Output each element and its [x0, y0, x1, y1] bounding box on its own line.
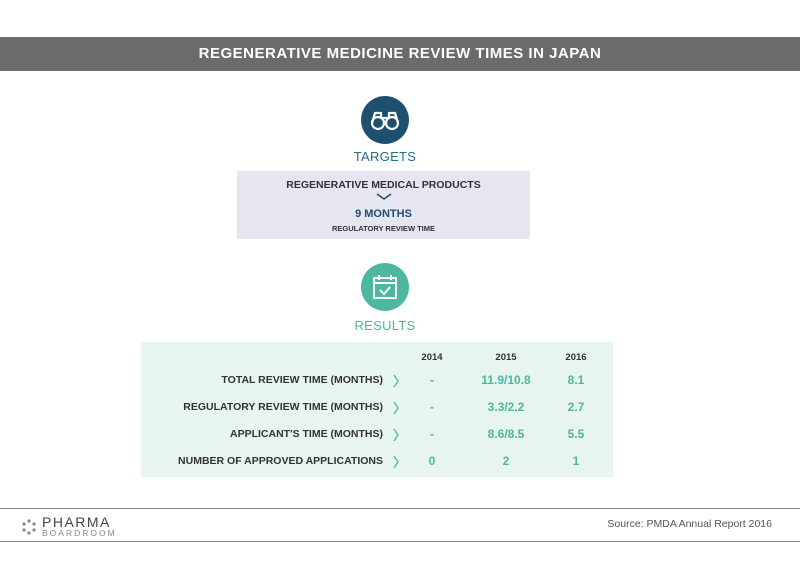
target-subtitle: REGULATORY REVIEW TIME: [331, 224, 436, 233]
year-header: 2014: [421, 352, 443, 363]
targets-box: [237, 171, 530, 239]
cell-value: -: [430, 427, 434, 441]
chevron-down-icon: [376, 193, 392, 201]
target-product: REGENERATIVE MEDICAL PRODUCTS: [286, 179, 481, 191]
year-header: 2016: [565, 352, 587, 363]
cell-value: 3.3/2.2: [487, 400, 525, 414]
logo-mark-icon: [20, 518, 38, 536]
targets-label: TARGETS: [353, 149, 417, 164]
row-label: TOTAL REVIEW TIME (MONTHS): [221, 374, 383, 386]
cell-value: 8.1: [567, 373, 585, 387]
table-row: [141, 372, 613, 390]
target-months: 9 MONTHS: [355, 208, 412, 220]
table-row: [141, 426, 613, 444]
divider: [0, 508, 800, 509]
cell-value: 0: [428, 454, 436, 468]
cell-value: 5.5: [567, 427, 585, 441]
cell-value: -: [430, 400, 434, 414]
calendar-check-icon: [361, 263, 409, 311]
cell-value: 2: [502, 454, 510, 468]
row-label: REGULATORY REVIEW TIME (MONTHS): [183, 401, 383, 413]
cell-value: 11.9/10.8: [481, 373, 531, 387]
results-label: RESULTS: [354, 318, 416, 333]
page-title: REGENERATIVE MEDICINE REVIEW TIMES IN JAPAN: [0, 37, 800, 71]
results-table: [141, 342, 613, 477]
table-row: [141, 453, 613, 471]
cell-value: 2.7: [567, 400, 585, 414]
cell-value: 1: [572, 454, 580, 468]
row-label: NUMBER OF APPROVED APPLICATIONS: [178, 455, 383, 467]
source-note: Source: PMDA Annual Report 2016: [607, 518, 772, 530]
row-label: APPLICANT'S TIME (MONTHS): [230, 428, 383, 440]
logo-text: PHARMA: [42, 514, 111, 530]
table-row: [141, 399, 613, 417]
year-header: 2015: [495, 352, 517, 363]
divider: [0, 541, 800, 542]
binoculars-icon: [361, 96, 409, 144]
cell-value: -: [430, 373, 434, 387]
logo-subtext: BOARDROOM: [42, 528, 117, 538]
cell-value: 8.6/8.5: [487, 427, 525, 441]
